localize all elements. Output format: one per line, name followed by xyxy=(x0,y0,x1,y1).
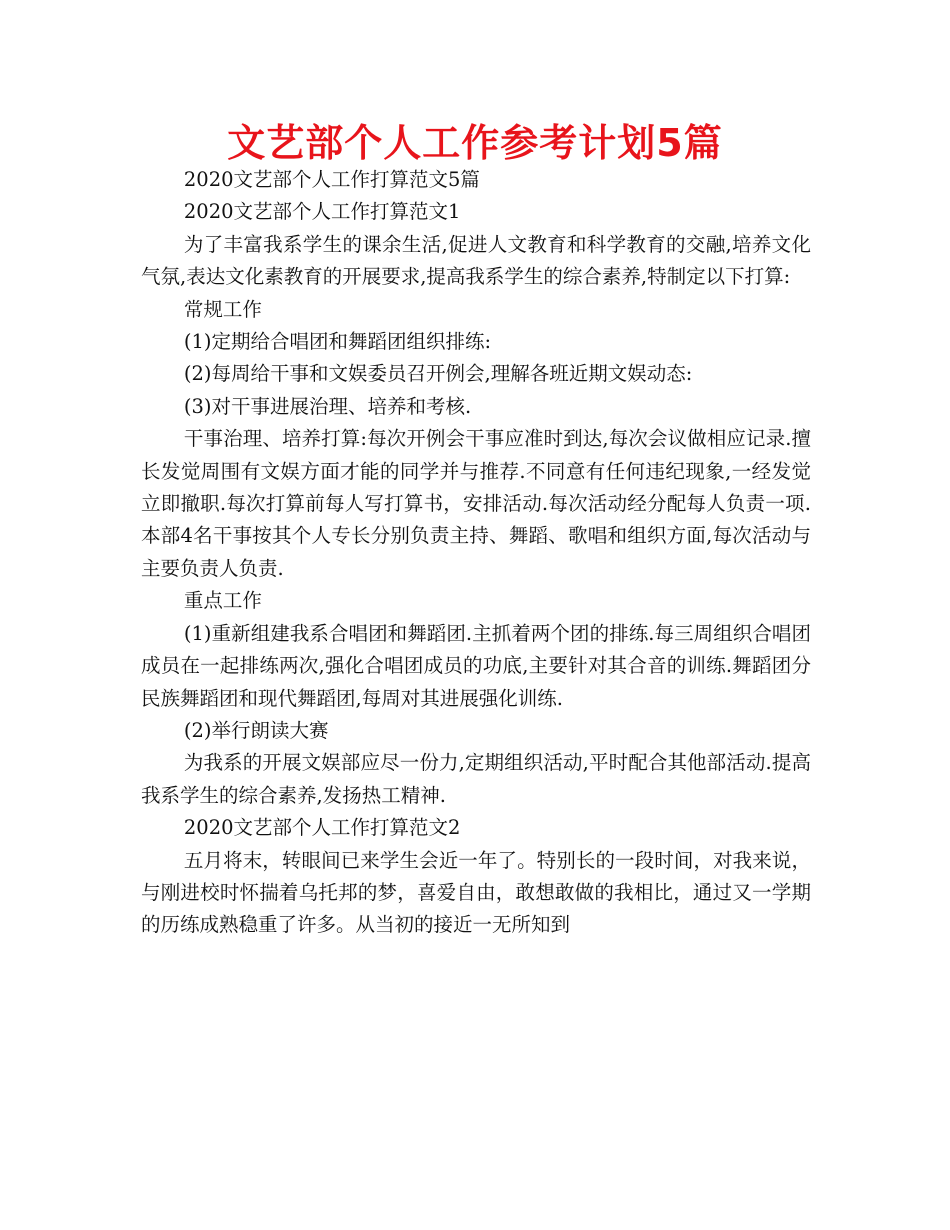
paragraph-contribution: 为我系的开展文娱部应尽一份力,定期组织活动,平时配合其他部活动.提高我系学生的综合素养,发扬热工精神. xyxy=(141,751,811,807)
paragraph-key-item-1: (1)重新组建我系合唱团和舞蹈团.主抓着两个团的排练.每三周组织合唱团成员在一起排练两次,强化合唱团成员的功底,主要针对其合音的训练.舞蹈团分民族舞蹈团和现代舞蹈团,每周对其进展强化训练. xyxy=(141,621,811,710)
paragraph-routine-item-1: (1)定期给合唱团和舞蹈团组织排练: xyxy=(183,330,492,354)
paragraph-subtitle: 2020文艺部个人工作打算范文5篇 xyxy=(183,168,480,191)
document-title: 文艺部个人工作参考计划5篇 xyxy=(227,121,723,165)
paragraph-key-item-2: (2)举行朗读大赛 xyxy=(183,718,329,742)
paragraph-heading-key-work: 重点工作 xyxy=(183,589,262,613)
paragraph-heading-routine-work: 常规工作 xyxy=(183,297,262,321)
paragraph-section-heading-2: 2020文艺部个人工作打算范文2 xyxy=(183,816,461,840)
document-body xyxy=(141,164,811,942)
paragraph-reflection: 五月将末，转眼间已来学生会近一年了。特别长的一段时间，对我来说，与刚进校时怀揣着乌托邦的梦，喜爱自由，敢想敢做的我相比，通过又一学期的历练成熟稳重了许多。从当初的接近一无所知到 xyxy=(141,848,811,937)
paragraph-intro: 为了丰富我系学生的课余生活,促进人文教育和科学教育的交融,培养文化气氛,表达文化素教育的开展要求,提高我系学生的综合素养,特制定以下打算: xyxy=(141,232,811,289)
paragraph-staff-management-plan: 干事治理、培养打算:每次开例会干事应准时到达,每次会议做相应记录.擅长发觉周围有文娱方面才能的同学并与推荐.不同意有任何违纪现象,一经发觉立即撤职.每次打算前每人写打算书，安排活动.每次活动经分配每人负责一项.本部4名干事按其个人专长分别负责主持、舞蹈、歌唱和组织方面,每次活动与主要负责人负责. xyxy=(141,427,811,580)
paragraph-routine-item-2: (2)每周给干事和文娱委员召开例会,理解各班近期文娱动态: xyxy=(183,362,693,386)
paragraph-routine-item-3: (3)对干事进展治理、培养和考核. xyxy=(183,394,472,418)
paragraph-section-heading-1: 2020文艺部个人工作打算范文1 xyxy=(183,200,461,224)
